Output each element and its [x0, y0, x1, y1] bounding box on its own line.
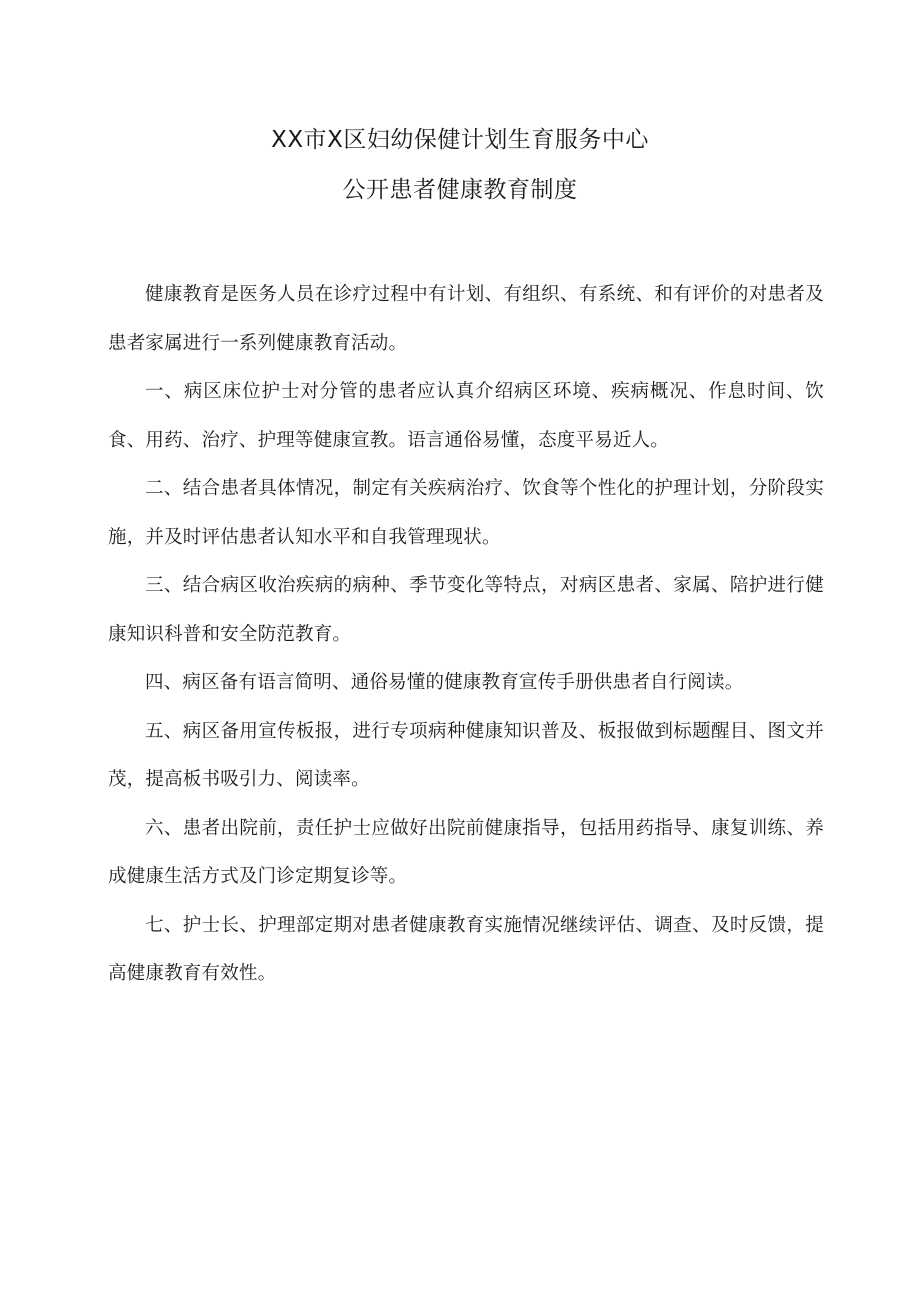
title-institution: XX市X区妇幼保健计划生育服务中心 [271, 127, 649, 153]
document-body [108, 271, 824, 999]
paragraph-item-5: 五、病区备用宣传板报，进行专项病种健康知识普及、板报做到标题醒目、图文并茂，提高板书吸引力、阅读率。 [108, 720, 824, 790]
title-policy: 公开患者健康教育制度 [342, 177, 578, 203]
paragraph-item-1: 一、病区床位护士对分管的患者应认真介绍病区环境、疾病概况、作息时间、饮食、用药、治疗、护理等健康宣教。语言通俗易懂，态度平易近人。 [108, 381, 824, 451]
paragraph-item-7: 七、护士长、护理部定期对患者健康教育实施情况继续评估、调查、及时反馈，提高健康教育有效性。 [108, 914, 824, 984]
paragraph-intro: 健康教育是医务人员在诊疗过程中有计划、有组织、有系统、和有评价的对患者及患者家属进行一系列健康教育活动。 [108, 284, 824, 354]
paragraph-item-6: 六、患者出院前，责任护士应做好出院前健康指导，包括用药指导、康复训练、养成健康生活方式及门诊定期复诊等。 [108, 817, 824, 887]
document-title [0, 128, 920, 203]
paragraph-item-4: 四、病区备有语言简明、通俗易懂的健康教育宣传手册供患者自行阅读。 [145, 672, 744, 693]
paragraph-item-3: 三、结合病区收治疾病的病种、季节变化等特点，对病区患者、家属、陪护进行健康知识科普和安全防范教育。 [108, 575, 824, 645]
paragraph-item-2: 二、结合患者具体情况，制定有关疾病治疗、饮食等个性化的护理计划，分阶段实施，并及时评估患者认知水平和自我管理现状。 [108, 478, 824, 548]
